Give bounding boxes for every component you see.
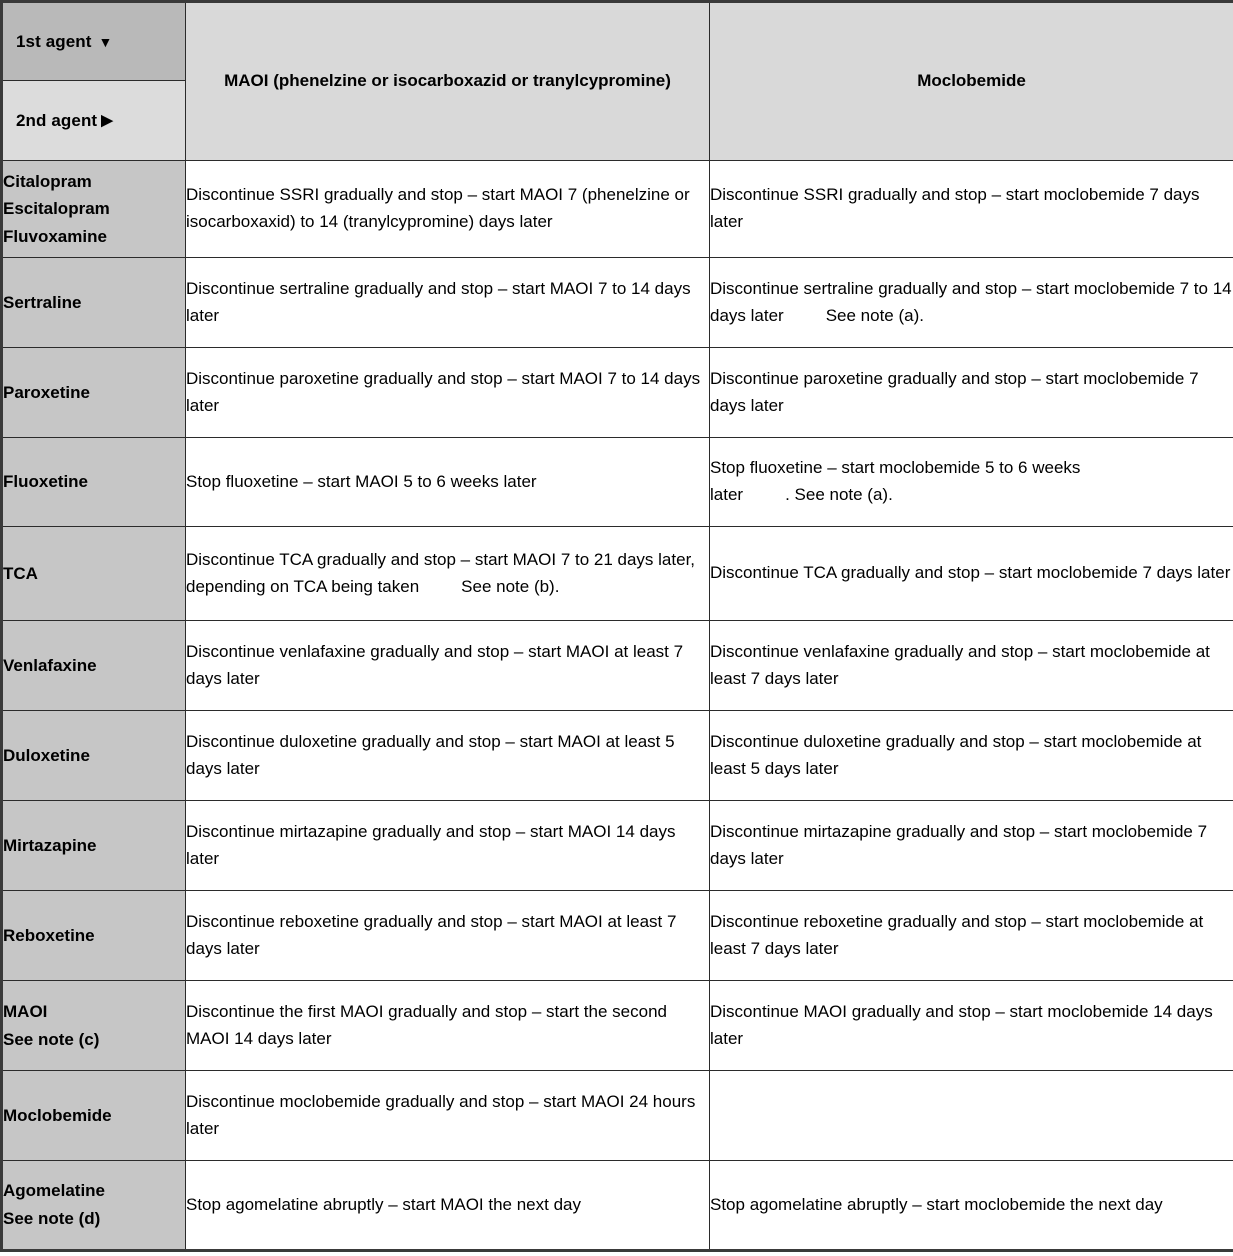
row-label-line: See note (c) [3,1029,100,1049]
cell-text: Discontinue sertraline gradually and stop – start MAOI 7 to 14 days later [186,278,691,325]
cell-text: Discontinue reboxetine gradually and stop – start moclobemide at least 7 days later [710,911,1204,958]
table-row [2,981,1233,1071]
chevron-down-icon: ▼ [98,33,113,50]
table-row [2,348,1233,438]
maoi-cell [186,161,710,258]
maoi-cell [186,527,710,621]
moclobemide-cell [710,891,1233,981]
table-row [2,621,1233,711]
row-label-cell [2,438,186,527]
maoi-cell [186,891,710,981]
maoi-cell [186,348,710,438]
cell-text: Discontinue SSRI gradually and stop – start moclobemide 7 days later [710,185,1200,231]
cell-text: Discontinue MAOI gradually and stop – start moclobemide 14 days later [710,1001,1213,1048]
cell-text: Discontinue paroxetine gradually and stop – start MAOI 7 to 14 days later [186,368,701,415]
maoi-cell [186,438,710,527]
cell-text: Discontinue duloxetine gradually and stop – start MAOI at least 5 days later [186,731,675,778]
row-label-cell [2,1161,186,1251]
cell-text: Discontinue mirtazapine gradually and stop – start MAOI 14 days later [186,821,676,868]
row-label-cell [2,1071,186,1161]
cell-note-reference: . See note (a). [785,485,893,504]
row-label-line: Fluvoxamine [3,226,107,246]
cell-text: Stop fluoxetine – start moclobemide 5 to 6 weeks later [710,458,1081,504]
cell-text: Discontinue sertraline gradually and stop – start moclobemide 7 to 14 days later [710,278,1232,325]
cell-text: Discontinue paroxetine gradually and stop – start moclobemide 7 days later [710,368,1199,415]
moclobemide-cell [710,258,1233,348]
row-label-line: Venlafaxine [3,655,97,675]
moclobemide-cell [710,348,1233,438]
row-label-line: Moclobemide [3,1105,112,1125]
row-label-cell [2,621,186,711]
column-header-maoi: MAOI (phenelzine or isocarboxazid or tranylcypromine) [186,2,710,161]
row-label-cell [2,801,186,891]
row-label-cell [2,981,186,1071]
header-row [2,2,1233,161]
first-agent-header [3,3,185,81]
column-header-moclobemide: Moclobemide [710,2,1233,161]
row-label-line: MAOI [3,1001,48,1021]
moclobemide-cell [710,1161,1233,1251]
maoi-cell [186,801,710,891]
row-label-cell [2,348,186,438]
moclobemide-cell [710,161,1233,258]
cell-note-reference: See note (a). [825,305,924,325]
cell-text: Discontinue TCA gradually and stop – start MAOI 7 to 21 days later, depending on TCA being taken [186,549,696,596]
row-label-cell [2,258,186,348]
header-corner-cell [2,2,186,161]
maoi-cell [186,1161,710,1251]
row-label-line: Fluoxetine [3,472,89,492]
row-label-line: Citalopram [3,171,92,191]
cell-text: Discontinue venlafaxine gradually and stop – start MAOI at least 7 days later [186,641,684,688]
row-label-cell [2,711,186,801]
second-agent-label: 2nd agent [16,110,98,130]
moclobemide-cell [710,621,1233,711]
table-row [2,258,1233,348]
row-label-cell [2,161,186,258]
maoi-cell [186,981,710,1071]
row-label-line: Agomelatine [3,1181,106,1201]
table-row [2,801,1233,891]
cell-text: Discontinue reboxetine gradually and stop – start MAOI at least 7 days later [186,911,677,958]
row-label-line: See note (d) [3,1209,101,1228]
cell-text: Stop agomelatine abruptly – start moclobemide the next day [710,1194,1163,1214]
cell-text: Discontinue mirtazapine gradually and stop – start moclobemide 7 days later [710,821,1208,868]
moclobemide-cell [710,801,1233,891]
row-label-line: Escitalopram [3,199,110,219]
moclobemide-cell [710,711,1233,801]
moclobemide-cell [710,438,1233,527]
cell-text: Discontinue moclobemide gradually and stop – start MAOI 24 hours later [186,1091,696,1138]
table-row [2,527,1233,621]
table-body [2,161,1233,1251]
maoi-cell [186,1071,710,1161]
cell-text: Discontinue venlafaxine gradually and stop – start moclobemide at least 7 days later [710,641,1210,688]
table-row [2,711,1233,801]
table-header [2,2,1233,161]
cell-text: Discontinue TCA gradually and stop – start moclobemide 7 days later [710,563,1231,583]
cell-note-reference: See note (b). [461,576,560,596]
table-row [2,161,1233,258]
cell-text: Stop agomelatine abruptly – start MAOI the next day [186,1194,581,1214]
maoi-cell [186,711,710,801]
chevron-right-icon: ▶ [101,112,113,129]
row-label-cell [2,527,186,621]
row-label-line: Reboxetine [3,925,95,945]
table-row [2,891,1233,981]
maoi-cell [186,621,710,711]
cell-text: Discontinue duloxetine gradually and stop – start moclobemide at least 5 days later [710,731,1202,778]
moclobemide-cell [710,981,1233,1071]
cell-text: Stop fluoxetine – start MAOI 5 to 6 weeks later [186,471,537,491]
row-label-line: Sertraline [3,292,82,312]
row-label-line: TCA [3,563,38,583]
table-row [2,1161,1233,1251]
moclobemide-cell [710,527,1233,621]
row-label-line: Mirtazapine [3,835,97,855]
cell-text: Discontinue SSRI gradually and stop – start MAOI 7 (phenelzine or isocarboxaxid) to 14 (tranylcypromine) days later [186,185,690,231]
second-agent-header [3,81,185,160]
table-row [2,438,1233,527]
moclobemide-cell [710,1071,1233,1161]
table-row [2,1071,1233,1161]
row-label-line: Duloxetine [3,745,90,765]
row-label-cell [2,891,186,981]
first-agent-label: 1st agent [16,31,92,51]
cell-text: Discontinue the first MAOI gradually and stop – start the second MAOI 14 days later [186,1001,667,1048]
maoi-cell [186,258,710,348]
row-label-line: Paroxetine [3,382,90,402]
